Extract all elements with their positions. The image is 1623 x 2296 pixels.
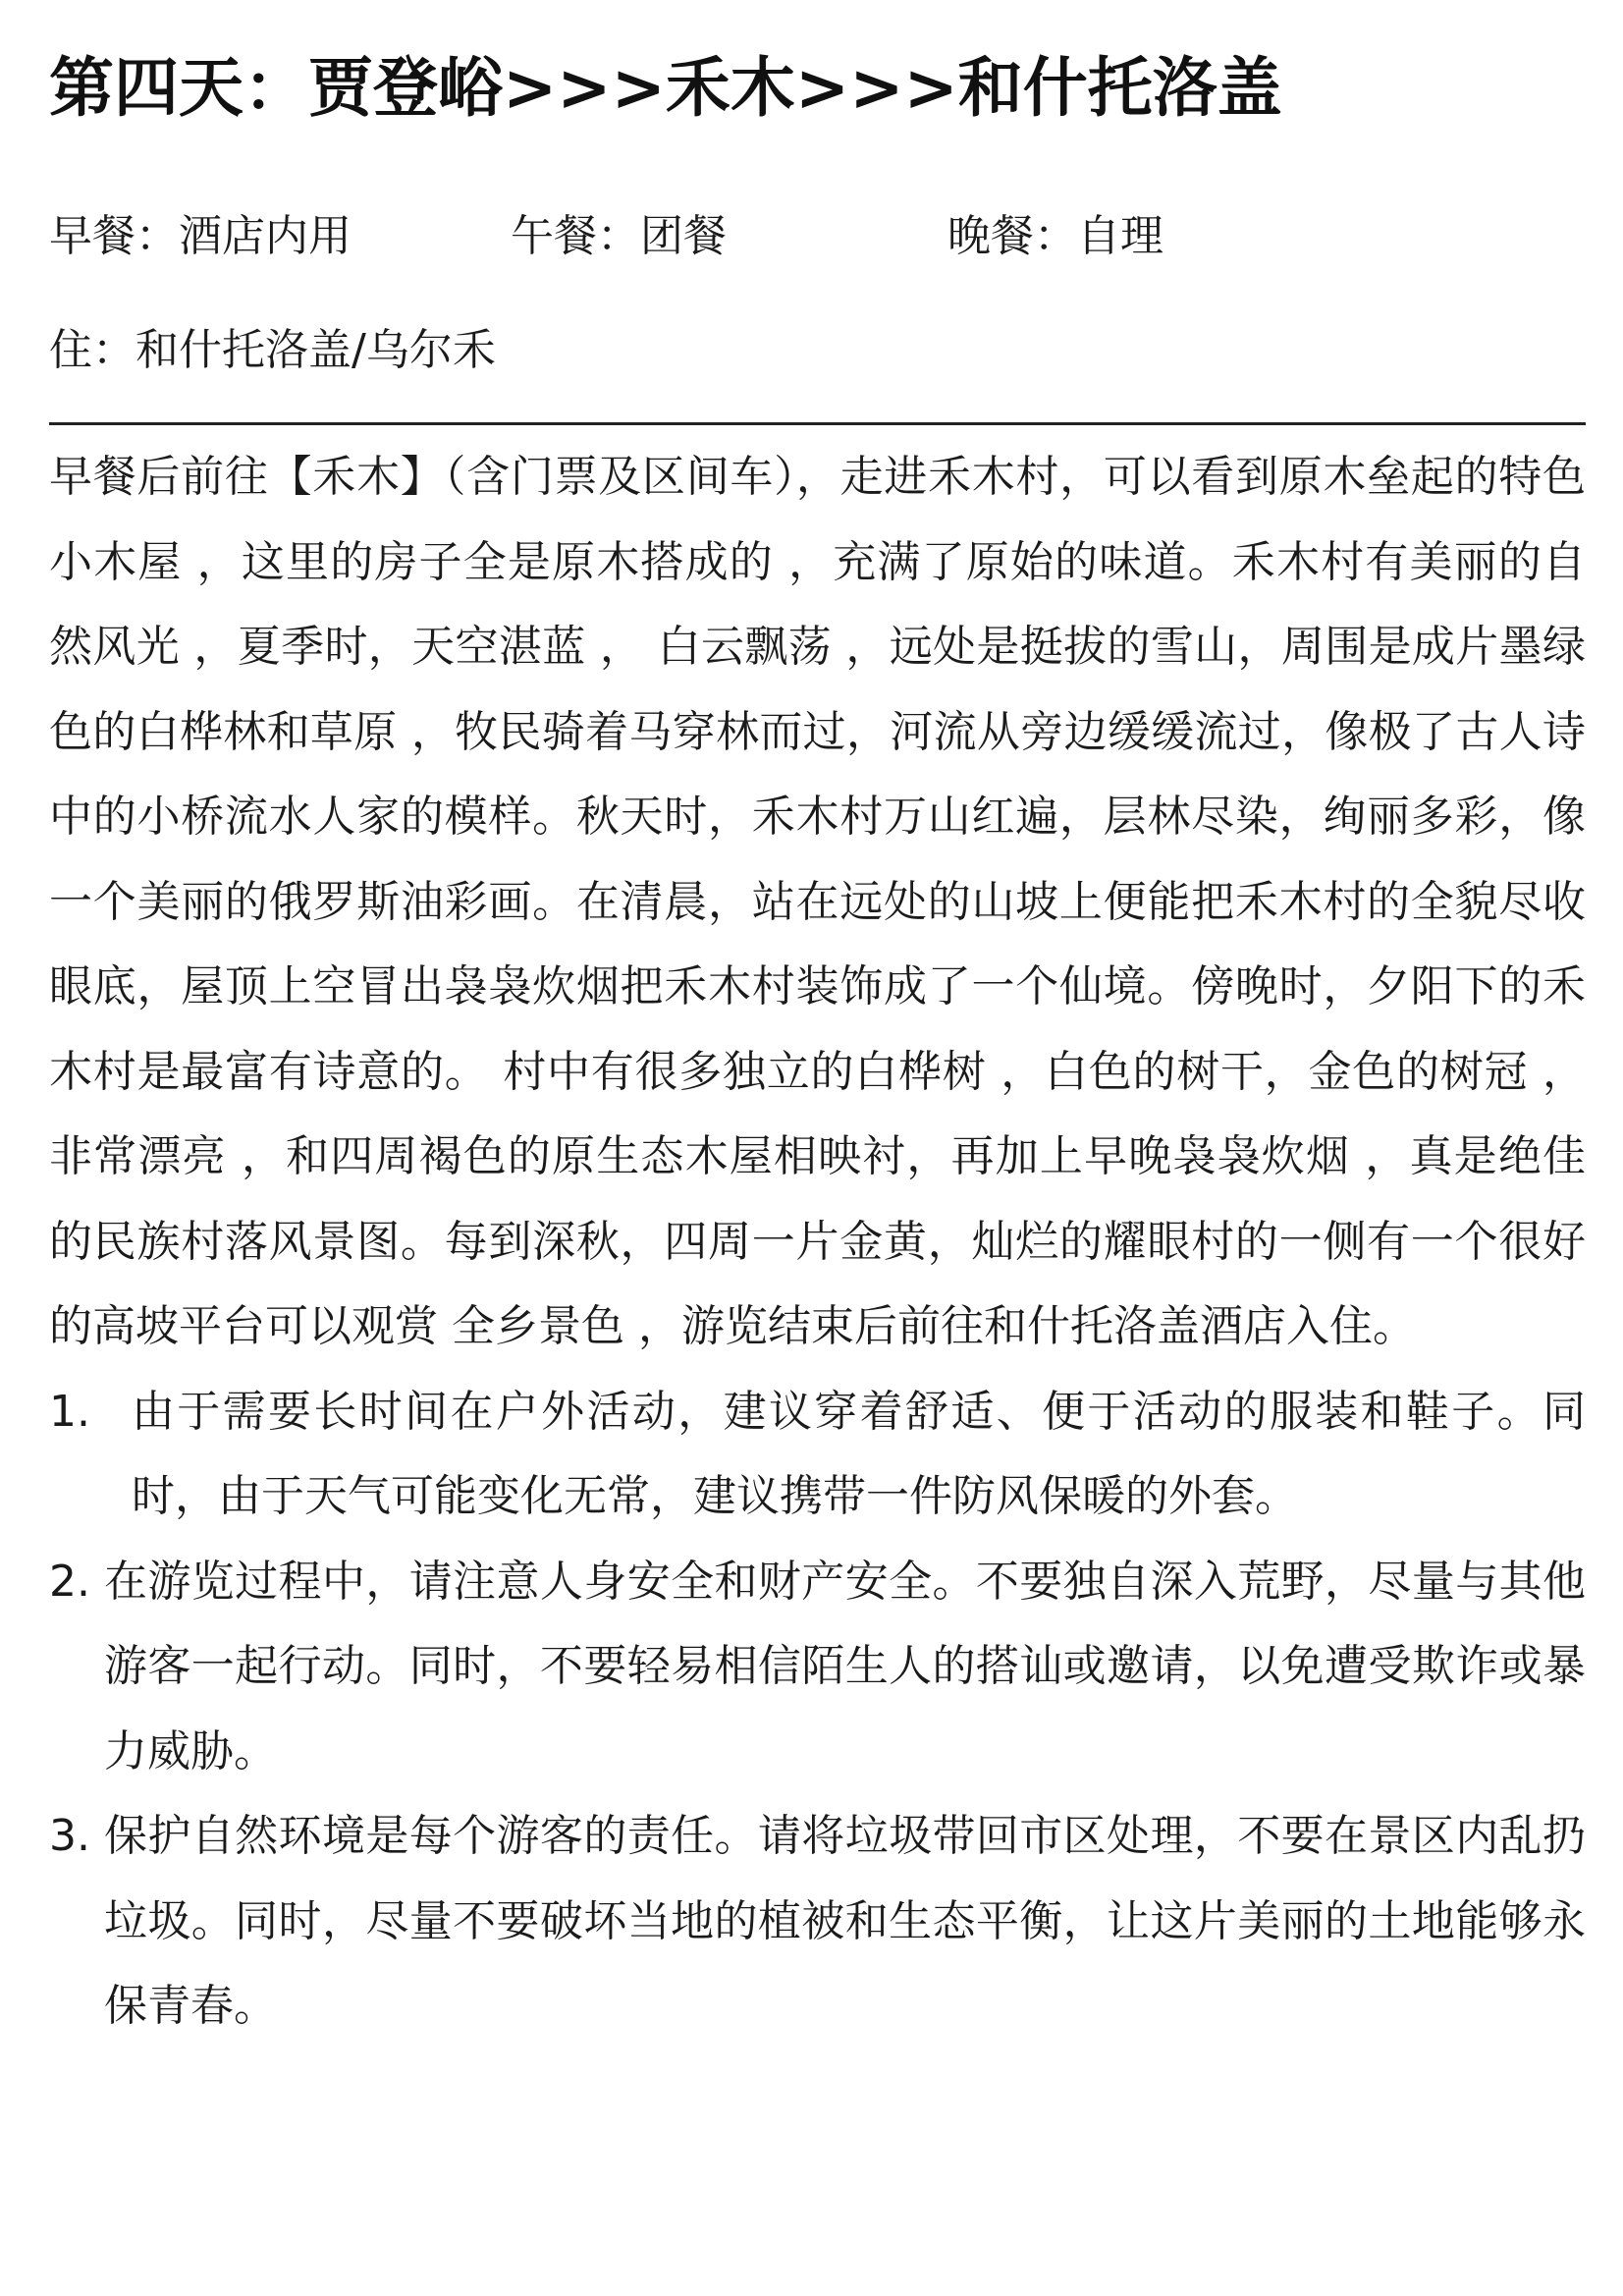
dinner-info: 晚餐：自理 xyxy=(947,211,1163,261)
day-title: 第四天：贾登峪>>>禾木>>>和什托洛盖 xyxy=(49,50,1282,126)
note-item xyxy=(49,1540,1586,1795)
meals-row xyxy=(49,206,1586,267)
note-number: 3. xyxy=(49,1811,90,1861)
note-text: 在游览过程中，请注意人身安全和财产安全。不要独自深入荒野，尽量与其他游客一起行动。同时，不要轻易相信陌生人的搭讪或邀请，以免遭受欺诈或暴力威胁。 xyxy=(103,1556,1586,1777)
note-number: 2. xyxy=(49,1556,90,1607)
lunch-info: 午餐：团餐 xyxy=(511,211,727,261)
lodging-info: 住：和什托洛盖/乌尔禾 xyxy=(49,325,496,375)
itinerary-body xyxy=(49,435,1586,2050)
note-text: 保护自然环境是每个游客的责任。请将垃圾带回市区处理，不要在景区内乱扔垃圾。同时，尽量不要破坏当地的植被和生态平衡，让这片美丽的土地能够永保青春。 xyxy=(103,1811,1586,2031)
note-item xyxy=(49,1370,1586,1540)
note-item xyxy=(49,1794,1586,2050)
description-paragraph: 早餐后前往【禾木】（含门票及区间车），走进禾木村，可以看到原木垒起的特色小木屋 ，这里的房子全是原木搭成的 ，充满了原始的味道。禾木村有美丽的自然风光 ，夏季时，天空湛蓝 ， 白云飘荡 ，远处是挺拔的雪山，周围是成片墨绿色的白桦林和草原 ，牧民骑着马穿林而过，河流从旁边缓缓流过，像极了古人诗中的小桥流水人家的模样。秋天时，禾木村万山红遍，层林尽染，绚丽多彩，像一个美丽的俄罗斯油彩画。在清晨，站在远处的山坡上便能把禾木村的全貌尽收眼底，屋顶上空冒出袅袅炊烟把禾木村装饰成了一个仙境。傍晚时，夕阳下的禾木村是最富有诗意的。 村中有很多独立的白桦树 ，白色的树干，金色的树冠 ，非常漂亮 ，和四周褐色的原生态木屋相映衬，再加上早晚袅袅炊烟 ，真是绝佳的民族村落风景图。每到深秋，四周一片金黄，灿烂的耀眼村的一侧有一个很好的高坡平台可以观赏 全乡景色 ，游览结束后前往和什托洛盖酒店入住。 xyxy=(49,452,1586,1351)
note-text: 由于需要长时间在户外活动，建议穿着舒适、便于活动的服装和鞋子。同时，由于天气可能变化无常，建议携带一件防风保暖的外套。 xyxy=(131,1386,1586,1521)
breakfast-info: 早餐：酒店内用 xyxy=(49,211,352,261)
note-number: 1. xyxy=(49,1386,90,1437)
divider xyxy=(49,422,1586,425)
